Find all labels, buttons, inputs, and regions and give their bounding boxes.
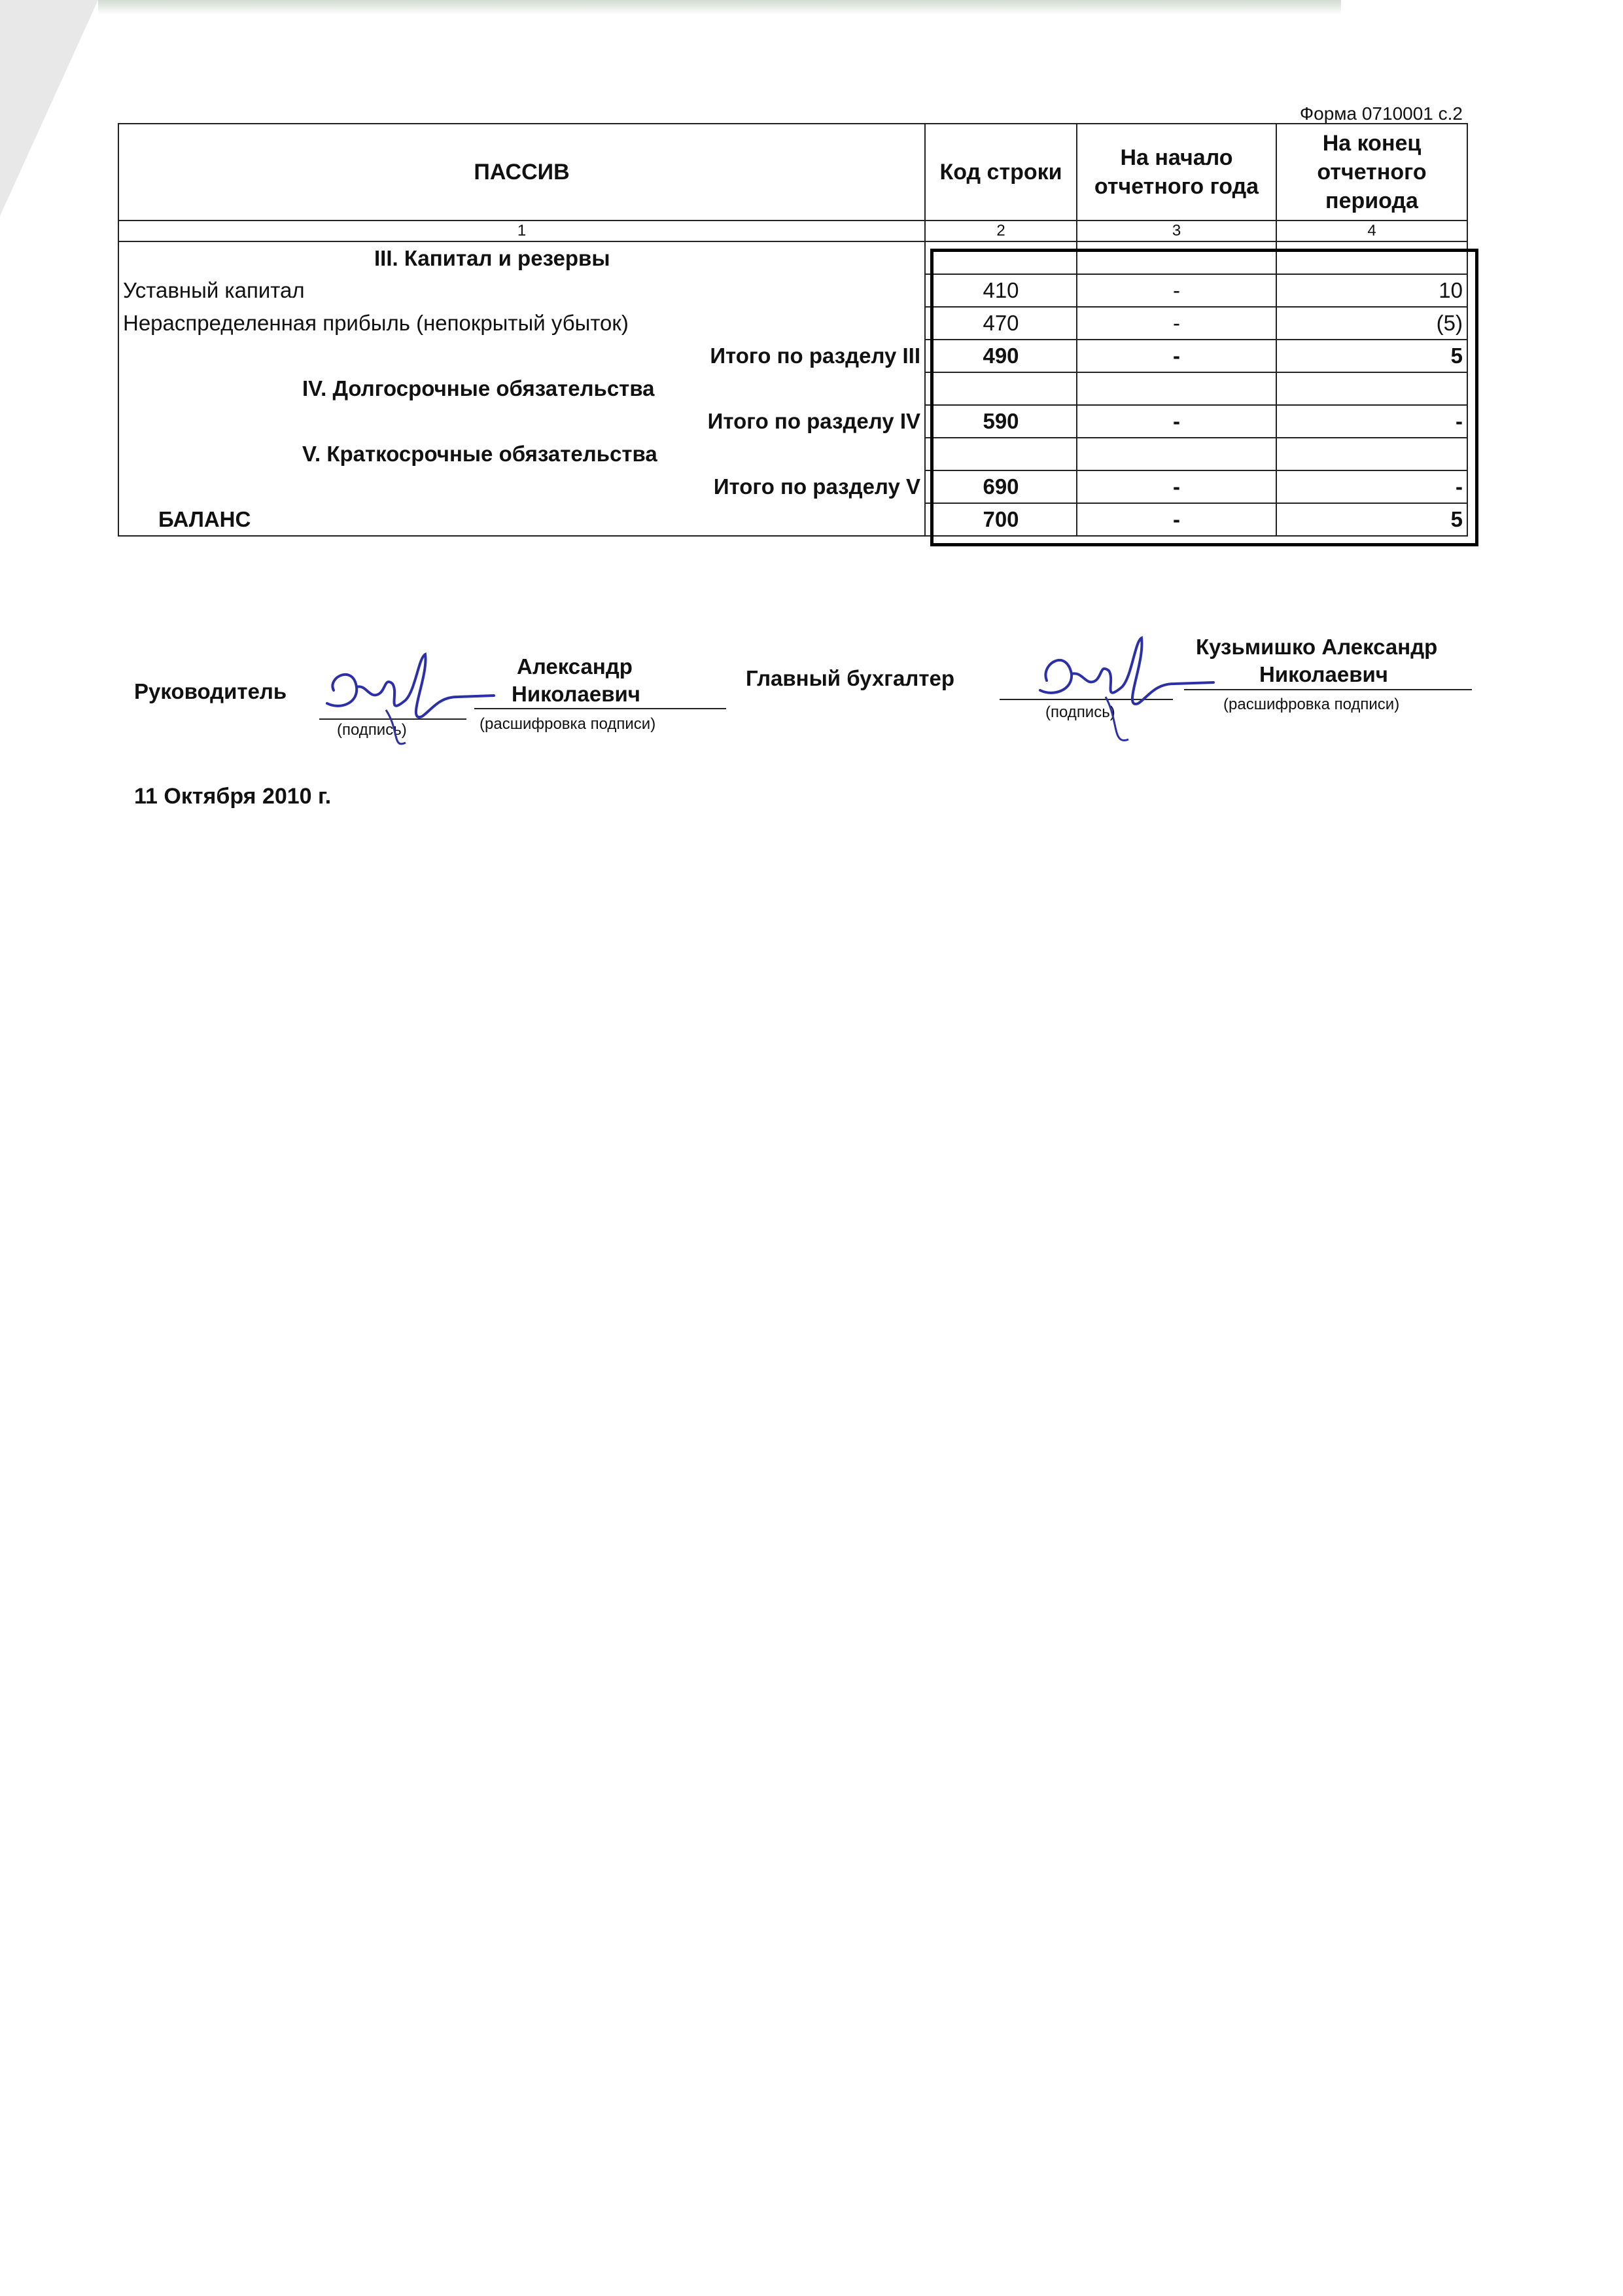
table-row [118, 340, 1467, 372]
row-end: - [1276, 405, 1467, 438]
section-title: IV. Долгосрочные обязательства [118, 372, 925, 405]
accountant-decode-caption: (расшифровка подписи) [1223, 696, 1400, 713]
header-end: На конец отчетного периода [1276, 124, 1467, 221]
header-start: На начало отчетного года [1077, 124, 1276, 221]
accountant-title: Главный бухгалтер [746, 666, 955, 690]
row-start: - [1077, 340, 1276, 372]
row-total-label: Итого по разделу III [118, 340, 925, 372]
head-sign-caption: (подпись) [337, 721, 407, 739]
row-code: 490 [925, 340, 1077, 372]
row-start: - [1077, 274, 1276, 307]
col-number-4: 4 [1276, 221, 1467, 241]
head-title: Руководитель [134, 679, 287, 703]
section-title: V. Краткосрочные обязательства [118, 438, 925, 470]
row-end: 10 [1276, 274, 1467, 307]
passiv-table [118, 123, 1468, 537]
scan-top-strip [98, 0, 1341, 14]
head-signature-image [307, 638, 497, 752]
row-start [1077, 438, 1276, 470]
table-row [118, 274, 1467, 307]
row-start: - [1077, 470, 1276, 503]
row-code: 690 [925, 470, 1077, 503]
row-label: Нераспределенная прибыль (непокрытый убыток) [118, 307, 925, 340]
accountant-sign-caption: (подпись) [1045, 703, 1115, 721]
accountant-signature-image [1021, 615, 1217, 752]
report-date: 11 Октября 2010 г. [134, 784, 332, 809]
row-total-label: Итого по разделу V [118, 470, 925, 503]
accountant-decode-line [1184, 689, 1472, 690]
accountant-name-second: Николаевич [1259, 662, 1388, 686]
table-row [118, 470, 1467, 503]
row-code [925, 372, 1077, 405]
header-passiv: ПАССИВ [118, 124, 925, 221]
row-label: Уставный капитал [118, 274, 925, 307]
form-code: Форма 0710001 с.2 [1299, 103, 1463, 124]
head-decode-line [474, 708, 726, 709]
row-code [925, 438, 1077, 470]
row-end: - [1276, 470, 1467, 503]
head-name-first: Александр [517, 654, 633, 679]
row-end: (5) [1276, 307, 1467, 340]
column-numbers-row [118, 221, 1467, 241]
col-number-2: 2 [925, 221, 1077, 241]
row-start [1077, 241, 1276, 274]
col-number-3: 3 [1077, 221, 1276, 241]
scan-shadow [0, 0, 98, 216]
table-row [118, 372, 1467, 405]
table-row [118, 241, 1467, 274]
row-end [1276, 438, 1467, 470]
table-row [118, 438, 1467, 470]
header-row [118, 124, 1467, 221]
row-code [925, 241, 1077, 274]
section-title: III. Капитал и резервы [118, 241, 925, 274]
head-name-second: Николаевич [512, 682, 640, 706]
row-code: 410 [925, 274, 1077, 307]
row-code: 470 [925, 307, 1077, 340]
header-code: Код строки [925, 124, 1077, 221]
row-code: 700 [925, 503, 1077, 536]
row-end: 5 [1276, 340, 1467, 372]
row-total-label: Итого по разделу IV [118, 405, 925, 438]
row-start: - [1077, 503, 1276, 536]
row-end: 5 [1276, 503, 1467, 536]
col-number-1: 1 [118, 221, 925, 241]
row-code: 590 [925, 405, 1077, 438]
row-start: - [1077, 307, 1276, 340]
head-decode-caption: (расшифровка подписи) [480, 715, 656, 733]
row-end [1276, 241, 1467, 274]
balance-label: БАЛАНС [118, 503, 925, 536]
accountant-name-first: Кузьмишко Александр [1196, 635, 1438, 659]
row-start [1077, 372, 1276, 405]
row-start: - [1077, 405, 1276, 438]
row-end [1276, 372, 1467, 405]
table-row [118, 405, 1467, 438]
table-row [118, 503, 1467, 536]
table-row [118, 307, 1467, 340]
